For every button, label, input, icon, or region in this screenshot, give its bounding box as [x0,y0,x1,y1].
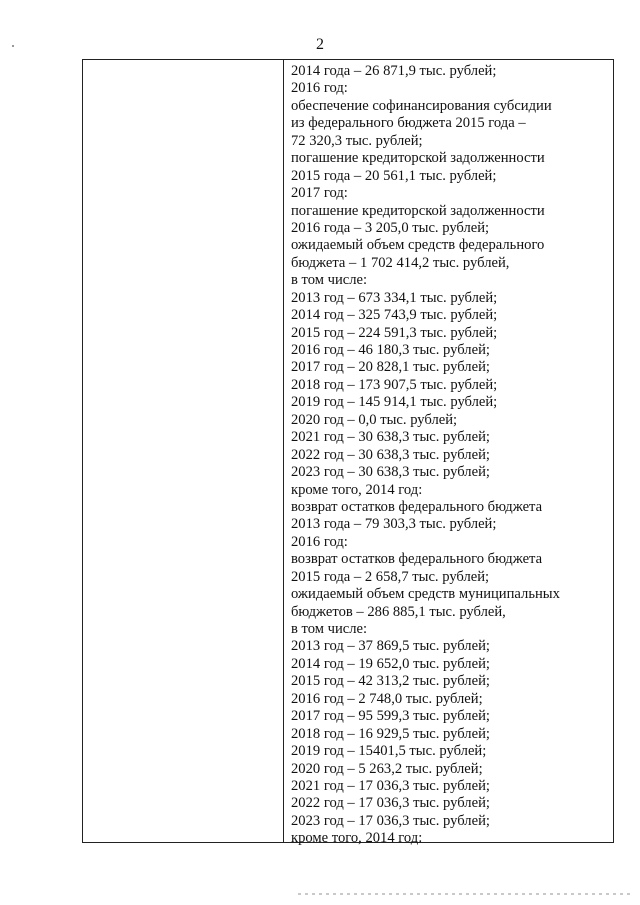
text-line: 2014 год – 325 743,9 тыс. рублей; [291,307,498,324]
text-line: 2021 год – 17 036,3 тыс. рублей; [291,777,490,794]
text-line: 2015 года – 20 561,1 тыс. рублей; [291,167,497,184]
text-line: возврат остатков федерального бюджета [291,498,543,515]
text-line: 2016 года – 3 205,0 тыс. рублей; [291,219,490,236]
text-line: 2016 год – 2 748,0 тыс. рублей; [291,690,483,707]
text-line: кроме того, 2014 год: [291,481,423,498]
text-line: погашение кредиторской задолженности [291,150,545,167]
text-line: обеспечение софинансирования субсидии [291,97,552,114]
text-line: 2014 года – 26 871,9 тыс. рублей; [291,63,497,79]
text-line: 2017 год – 20 828,1 тыс. рублей; [291,359,490,376]
text-line: погашение кредиторской задолженности [291,202,545,219]
text-line: 2021 год – 30 638,3 тыс. рублей; [291,429,490,446]
text-line: 2017 год – 95 599,3 тыс. рублей; [291,708,490,725]
text-line: 2016 год: [291,80,348,97]
text-line: 2016 год – 46 180,3 тыс. рублей; [291,342,490,358]
text-line: 2016 год: [291,533,348,550]
text-line: 2019 год – 145 914,1 тыс. рублей; [291,394,498,411]
text-line: 2018 год – 16 929,5 тыс. рублей; [291,725,490,742]
text-line: 2019 год – 15401,5 тыс. рублей; [291,743,487,760]
text-line: 2023 год – 30 638,3 тыс. рублей; [291,464,490,481]
text-line: в том числе: [291,621,368,637]
text-line: 2015 года – 2 658,7 тыс. рублей; [291,568,490,585]
text-line: 2013 год – 673 334,1 тыс. рублей; [291,289,498,306]
text-line: в том числе: [291,272,368,289]
page-number: 2 [316,36,324,53]
text-line: ожидаемый объем средств муниципальных [291,586,560,603]
text-line: ожидаемый объем средств федерального [291,237,545,254]
right-cell-text [291,63,609,848]
text-line: 2020 год – 0,0 тыс. рублей; [291,411,458,428]
text-line: 2013 года – 79 303,3 тыс. рублей; [291,516,497,533]
content-table [82,59,614,847]
text-line: 2013 год – 37 869,5 тыс. рублей; [291,638,490,655]
text-line: бюджетов – 286 885,1 тыс. рублей, [291,603,506,620]
footer-scan-mark [298,893,633,895]
text-line: 2022 год – 17 036,3 тыс. рублей; [291,795,490,812]
text-line: 2020 год – 5 263,2 тыс. рублей; [291,760,483,777]
text-line: возврат остатков федерального бюджета [291,551,543,568]
text-line: 2015 год – 42 313,2 тыс. рублей; [291,673,490,690]
text-line: 2022 год – 30 638,3 тыс. рублей; [291,446,490,463]
text-line: кроме того, 2014 год: [291,830,423,847]
text-line: 2018 год – 173 907,5 тыс. рублей; [291,376,498,393]
text-line: из федерального бюджета 2015 года – [291,115,526,132]
text-line: 2015 год – 224 591,3 тыс. рублей; [291,324,498,341]
text-line: 2017 год: [291,185,348,202]
text-line: бюджета – 1 702 414,2 тыс. рублей, [291,254,510,271]
column-divider [283,60,284,842]
text-line: 2023 год – 17 036,3 тыс. рублей; [291,812,490,829]
text-line: 2014 год – 19 652,0 тыс. рублей; [291,655,490,672]
text-line: 72 320,3 тыс. рублей; [291,132,423,149]
